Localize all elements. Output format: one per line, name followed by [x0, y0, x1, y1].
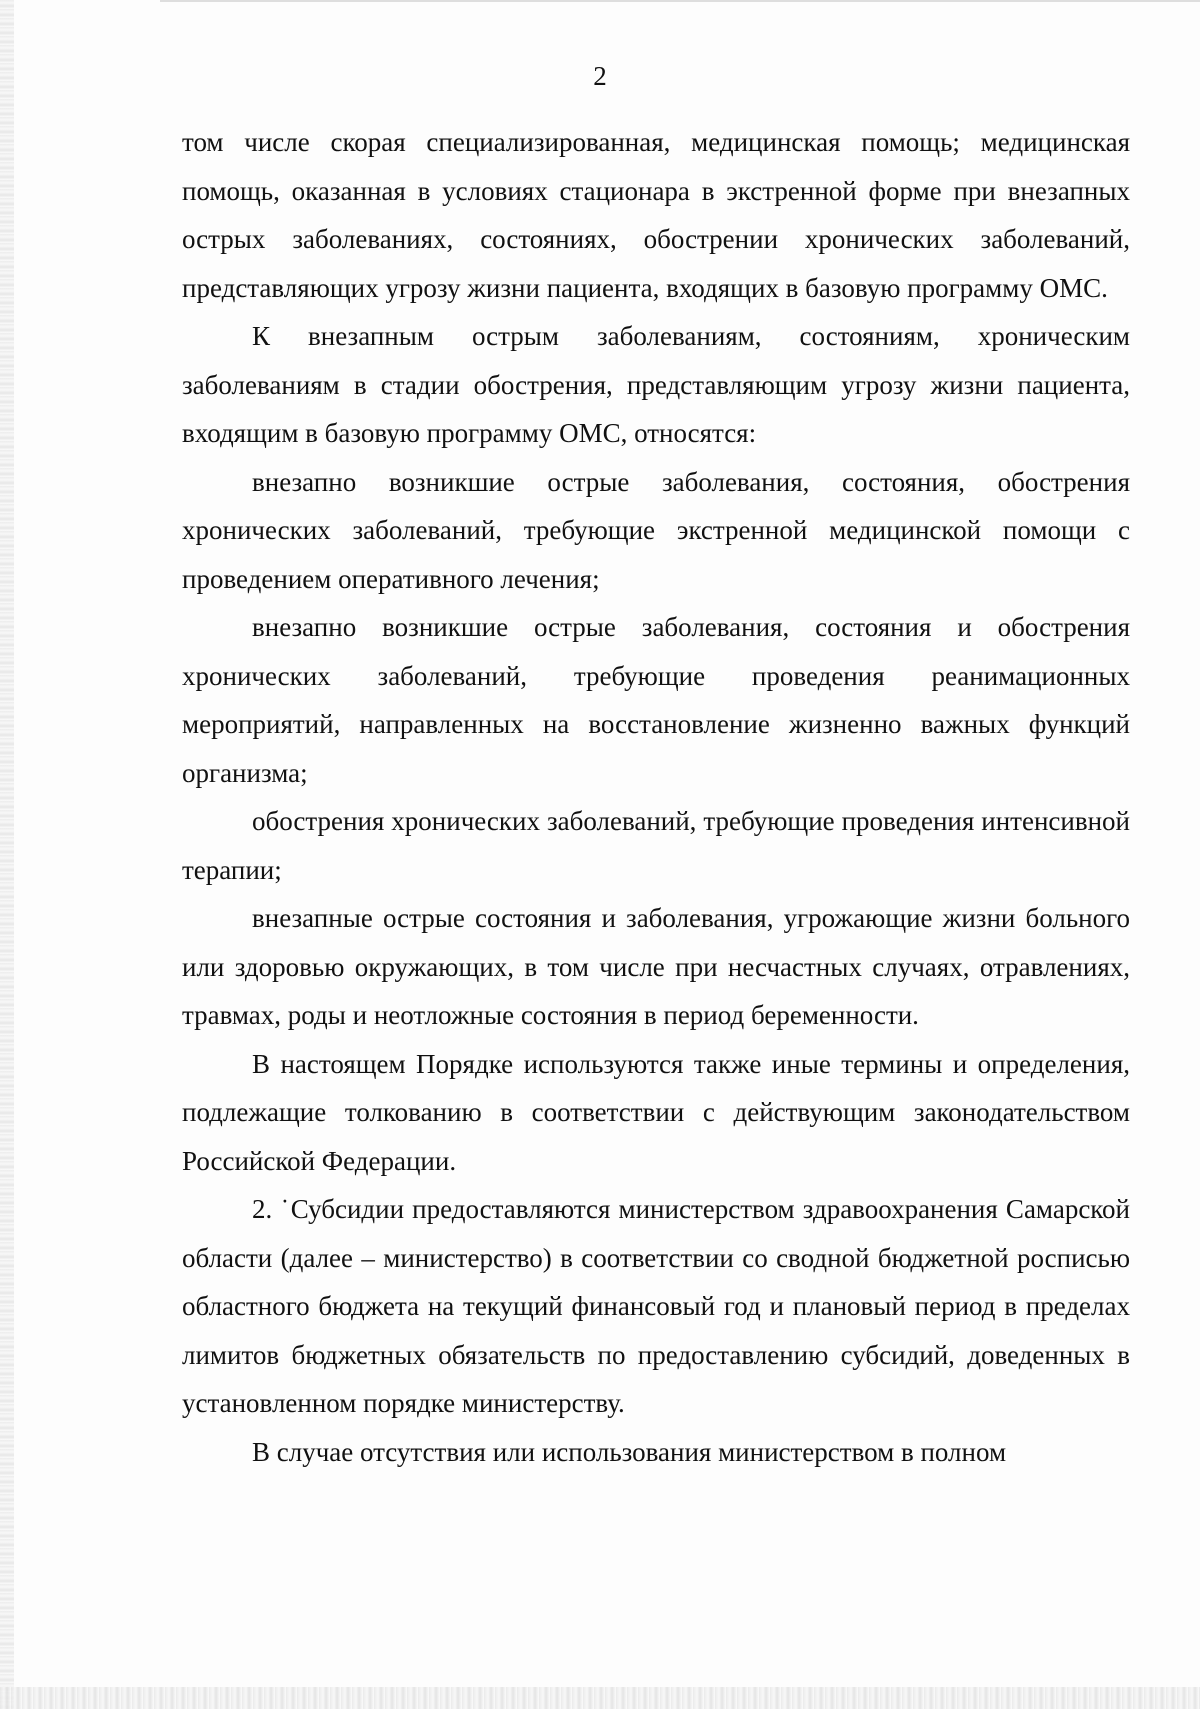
- paragraph: К внезапным острым заболеваниям, состояниям, хроническим заболеваниям в стадии обострения, представляющим угрозу жизни пациента, входящим в базовую программу ОМС, относятся:: [182, 321, 1130, 448]
- paragraph: В настоящем Порядке используются также иные термины и определения, подлежащие толкованию в соответствии с действующим законодательством Российской Федерации.: [182, 1048, 1130, 1176]
- list-item: обострения хронических заболеваний, требующие проведения интенсивной терапии;: [182, 806, 1130, 885]
- paragraph-section-2: 2. ˙Субсидии предоставляются министерством здравоохранения Самарской области (далее – министерство) в соответствии со сводной бюджетной росписью областного бюджета на текущий финансовый год и плановый период в пределах лимитов бюджетных обязательств по предоставлению субсидий, доведенных в установленном порядке министерству.: [182, 1194, 1130, 1418]
- document-body: [182, 118, 1130, 1476]
- page-number: 2: [593, 61, 607, 91]
- list-item: внезапные острые состояния и заболевания, угрожающие жизни больного или здоровью окружающих, в том числе при несчастных случаях, отравлениях, травмах, роды и неотложные состояния в период беременности.: [182, 903, 1130, 1030]
- paragraph-truncated: В случае отсутствия или использования министерством в полном: [252, 1436, 1007, 1467]
- scan-edge-left: [0, 0, 14, 1709]
- scan-edge-bottom: [0, 1687, 1200, 1709]
- list-item: внезапно возникшие острые заболевания, состояния и обострения хронических заболеваний, требующие проведения реанимационных мероприятий, направленных на восстановление жизненно важных функций организма;: [182, 612, 1130, 788]
- paragraph-continued: том числе скорая специализированная, медицинская помощь; медицинская помощь, оказанная в условиях стационара в экстренной форме при внезапных острых заболеваниях, состояниях, обострении хронических заболеваний, представляющих угрозу жизни пациента, входящих в базовую программу ОМС.: [182, 127, 1130, 303]
- scan-edge-top: [160, 0, 1200, 2]
- list-item: внезапно возникшие острые заболевания, состояния, обострения хронических заболеваний, требующие экстренной медицинской помощи с проведением оперативного лечения;: [182, 466, 1130, 594]
